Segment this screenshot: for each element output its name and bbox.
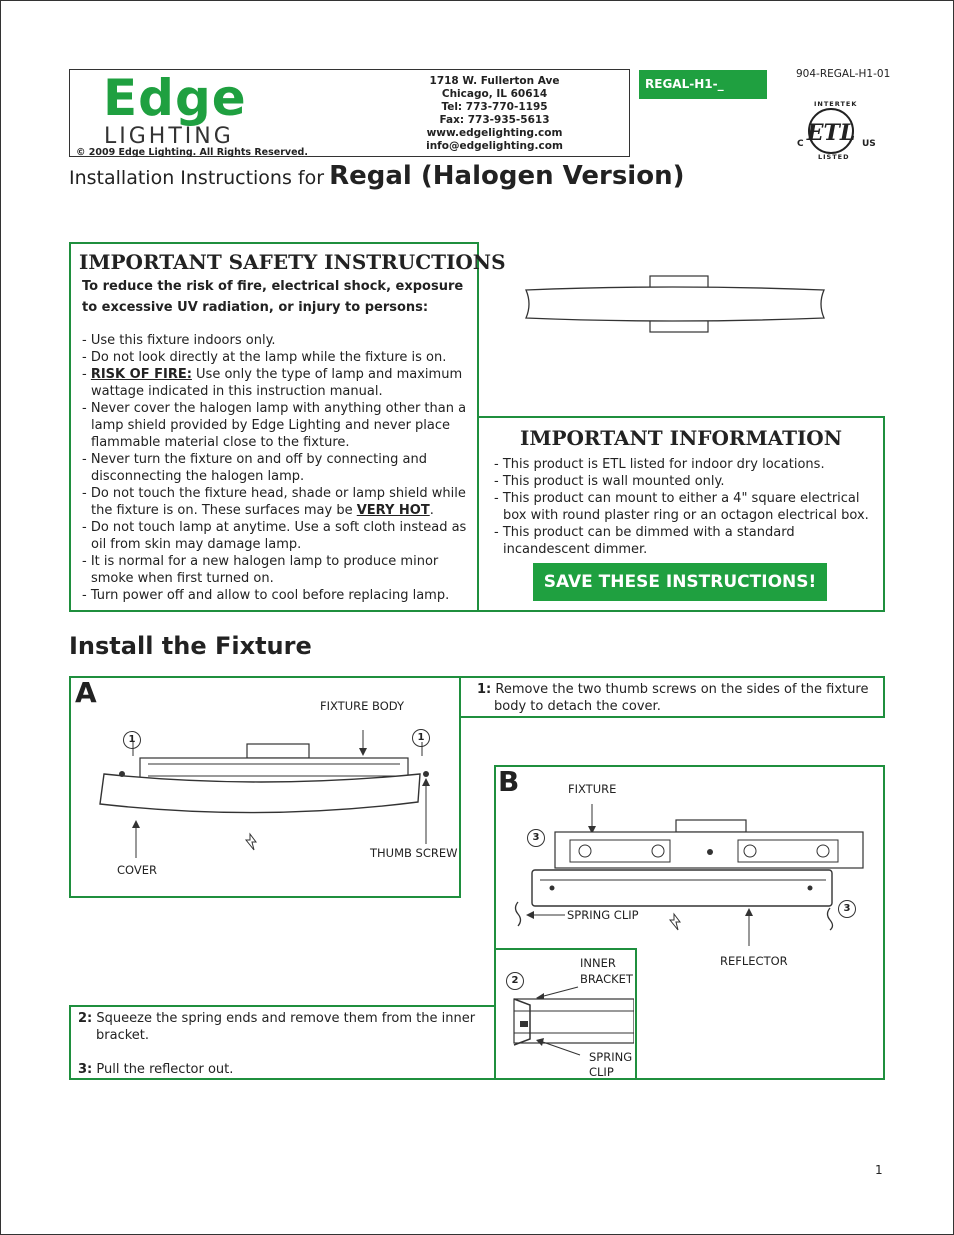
etl-c: C	[797, 139, 804, 149]
safety-item: - Do not look directly at the lamp while the fixture is on.	[82, 350, 447, 365]
info-item: - This product is wall mounted only.	[494, 474, 725, 489]
label-cover: COVER	[117, 863, 158, 877]
copyright: © 2009 Edge Lighting. All Rights Reserved.	[76, 147, 308, 158]
safety-list	[82, 332, 470, 604]
step2	[78, 1010, 496, 1044]
risk-text: Use only the type of lamp and maximum wattage indicated in this instruction manual.	[91, 367, 463, 399]
page-title	[69, 161, 684, 191]
etl-top: INTERTEK	[814, 100, 858, 108]
diagram-b-letter: B	[498, 765, 520, 798]
website-link[interactable]: www.edgelighting.com	[426, 127, 563, 139]
label-fixture-body: FIXTURE BODY	[320, 699, 405, 713]
callout-1-left: 1	[123, 731, 141, 749]
step2-num: 2:	[78, 1011, 93, 1026]
label-spring-clip: SPRING CLIP	[567, 908, 639, 922]
diagram-a-letter: A	[75, 676, 97, 709]
diagram-a-drawing	[90, 730, 450, 860]
safety-intro: To reduce the risk of fire, electrical shock, exposure to excessive UV radiation, or injury to persons:	[82, 279, 464, 315]
diagram-c-drawing	[500, 985, 634, 1075]
title-product: Regal (Halogen Version)	[329, 161, 685, 191]
svg-text:ETL: ETL	[806, 120, 856, 146]
logo-edge: Edge	[103, 69, 247, 127]
label-reflector: REFLECTOR	[720, 954, 788, 968]
product-illustration	[520, 272, 830, 337]
step3	[78, 1061, 478, 1078]
logo-lighting: LIGHTING	[104, 124, 234, 149]
info-list	[494, 456, 874, 558]
very-hot-label: VERY HOT	[356, 503, 430, 518]
step1-num: 1:	[477, 682, 492, 697]
safety-item: - RISK OF FIRE: Use only the type of lamp and maximum wattage indicated in this instruction manual.	[82, 367, 463, 399]
info-heading: IMPORTANT INFORMATION	[519, 426, 843, 450]
etl-us: US	[862, 139, 876, 149]
hot-text: - Do not touch the fixture head, shade or lamp shield while the fixture is on. These surfaces may be	[82, 486, 466, 518]
callout-2: 2	[506, 972, 524, 990]
safety-item: - It is normal for a new halogen lamp to produce minor smoke when first turned on.	[82, 554, 439, 586]
safety-item: - Do not touch the fixture head, shade or lamp shield while the fixture is on. These surfaces may be VERY HOT.	[82, 486, 466, 518]
doc-number: 904-REGAL-H1-01	[796, 68, 891, 80]
callout-3-left: 3	[527, 829, 545, 847]
save-instructions-banner: SAVE THESE INSTRUCTIONS!	[533, 563, 827, 601]
address-line: 1718 W. Fullerton Ave	[429, 75, 560, 87]
step2-text: Squeeze the spring ends and remove them from the inner bracket.	[96, 1011, 476, 1043]
step1-text: Remove the two thumb screws on the sides of the fixture body to detach the cover.	[494, 682, 869, 714]
page-number: 1	[875, 1163, 883, 1177]
safety-item: - Never cover the halogen lamp with anything other than a lamp shield provided by Edge Lighting and never place flammable material close to the fixture.	[82, 401, 467, 450]
address-line: Chicago, IL 60614	[441, 88, 548, 100]
label-spring: SPRING	[589, 1050, 633, 1064]
safety-item: - Turn power off and allow to cool before replacing lamp.	[82, 588, 450, 603]
address-line: Tel: 773-770-1195	[441, 101, 548, 113]
label-clip: CLIP	[589, 1065, 614, 1079]
diagram-b-drawing	[510, 796, 875, 946]
safety-item: - Use this fixture indoors only.	[82, 333, 276, 348]
info-item: - This product can be dimmed with a standard incandescent dimmer.	[494, 525, 795, 557]
title-prefix: Installation Instructions for	[69, 167, 325, 189]
info-item: - This product is ETL listed for indoor dry locations.	[494, 457, 825, 472]
email-link[interactable]: info@edgelighting.com	[426, 140, 563, 152]
address-block	[412, 75, 577, 153]
callout-1-right: 1	[412, 729, 430, 747]
label-fixture: FIXTURE	[568, 782, 617, 796]
step3-num: 3:	[78, 1062, 93, 1077]
install-heading: Install the Fixture	[69, 632, 312, 660]
safety-heading: IMPORTANT SAFETY INSTRUCTIONS	[79, 250, 506, 274]
model-badge: REGAL-H1-_	[639, 70, 767, 99]
etl-bottom: LISTED	[818, 153, 850, 161]
risk-label: RISK OF FIRE:	[90, 367, 192, 382]
address-line: Fax: 773-935-5613	[439, 114, 550, 126]
safety-item: - Do not touch lamp at anytime. Use a soft cloth instead as oil from skin may damage lamp.	[82, 520, 467, 552]
callout-3-right: 3	[838, 900, 856, 918]
label-thumb-screw: THUMB SCREW	[370, 846, 458, 860]
safety-item: - Never turn the fixture on and off by connecting and disconnecting the halogen lamp.	[82, 452, 427, 484]
step3-text: Pull the reflector out.	[96, 1062, 234, 1077]
label-inner: INNER	[580, 956, 616, 970]
info-item: - This product can mount to either a 4" square electrical box with round plaster ring or an octagon electrical box.	[494, 491, 869, 523]
step1	[477, 681, 890, 715]
label-bracket: BRACKET	[580, 972, 633, 986]
